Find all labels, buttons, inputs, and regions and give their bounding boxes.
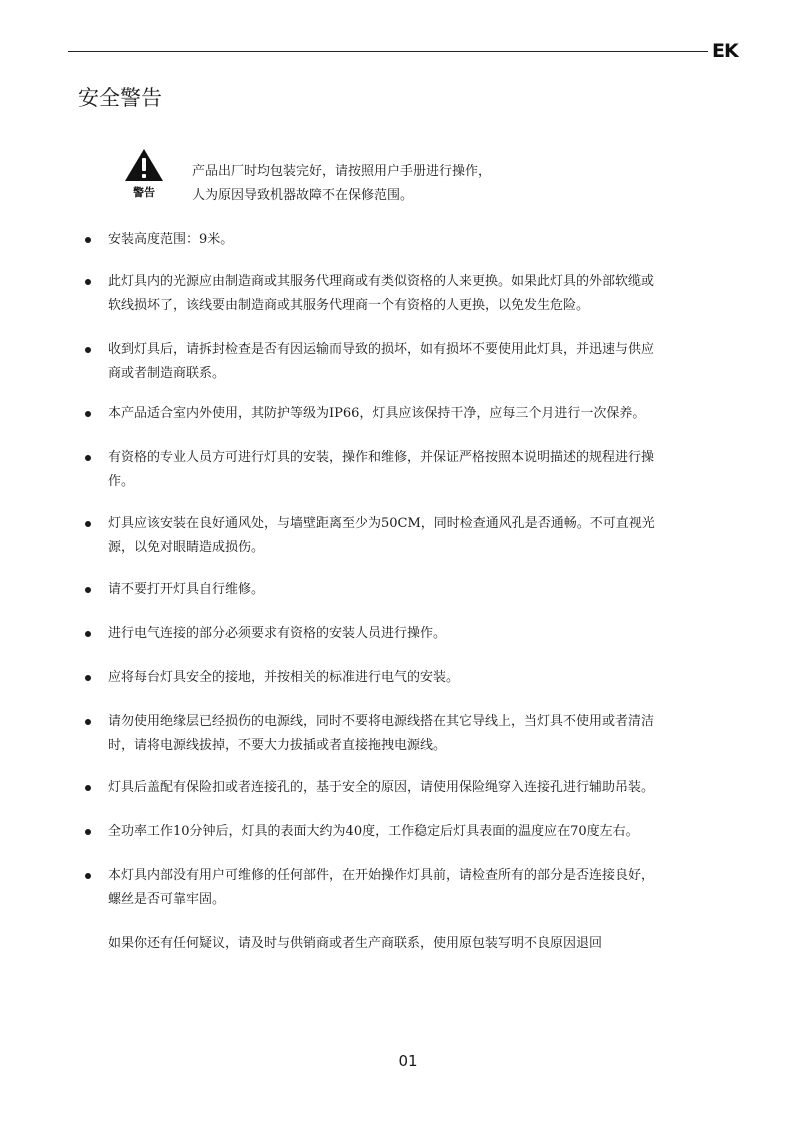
list-item-text: 收到灯具后，请拆封检查是否有因运输而导致的损坏，如有损坏不要使用此灯具，并迅速与供应 商或者制造商联系。 [108,342,655,381]
list-item-text: 此灯具内的光源应由制造商或其服务代理商或有类似资格的人来更换。如果此灯具的外部软缆或 软线损坏了，该线要由制造商或其服务代理商一个有资格的人更换，以免发生危险。 [108,274,655,313]
list-item-text: 全功率工作10分钟后，灯具的表面大约为40度，工作稳定后灯具表面的温度应在70度左右。 [108,824,639,839]
bullet-icon [85,521,91,527]
warning-triangle-icon [124,148,164,182]
bullet-icon [85,455,91,461]
bullet-icon [85,587,91,593]
list-item-text: 有资格的专业人员方可进行灯具的安装，操作和维修，并保证严格按照本说明描述的规程进行操 作。 [108,450,655,489]
closing-note: 如果你还有任何疑议，请及时与供销商或者生产商联系，使用原包装写明不良原因退回 [108,936,603,951]
page-number: 01 [398,1052,418,1070]
list-item-text: 进行电气连接的部分必须要求有资格的安装人员进行操作。 [108,626,447,641]
bullet-icon [85,237,91,243]
header-rule [68,51,708,52]
list-item-text: 请不要打开灯具自行维修。 [108,582,265,597]
warning-label: 警告 [133,186,155,199]
list-item-text: 安装高度范围：9米。 [108,232,234,247]
list-item-text: 本产品适合室内外使用，其防护等级为IP66，灯具应该保持干净，应每三个月进行一次保养。 [108,406,646,421]
list-item-text: 灯具后盖配有保险扣或者连接孔的，基于安全的原因，请使用保险绳穿入连接孔进行辅助吊装。 [108,780,655,795]
bullet-icon [85,873,91,879]
warning-badge [118,148,170,208]
list-item-text: 本灯具内部没有用户可维修的任何部件，在开始操作灯具前，请检查所有的部分是否连接良好， 螺丝是否可靠牢固。 [108,868,655,907]
list-item-text: 应将每台灯具安全的接地，并按相关的标准进行电气的安装。 [108,670,460,685]
brand-logo: EK [712,40,738,62]
warning-line: 人为原因导致机器故障不在保修范围。 [192,188,414,203]
bullet-icon [85,829,91,835]
page-title: 安全警告 [78,86,162,110]
list-item-text: 灯具应该安装在良好通风处，与墙壁距离至少为50CM，同时检查通风孔是否通畅。不可直视光 源，以免对眼睛造成损伤。 [108,516,655,555]
warning-text [192,160,712,208]
bullet-icon [85,279,91,285]
warning-line: 产品出厂时均包装完好，请按照用户手册进行操作， [192,164,492,179]
bullet-icon [85,347,91,353]
list-item-text: 请勿使用绝缘层已经损伤的电源线，同时不要将电源线搭在其它导线上，当灯具不使用或者清洁 时，请将电源线拔掉，不要大力拔插或者直接拖拽电源线。 [108,714,655,753]
bullet-icon [85,785,91,791]
bullet-icon [85,675,91,681]
bullet-icon [85,411,91,417]
bullet-icon [85,719,91,725]
bullet-icon [85,631,91,637]
